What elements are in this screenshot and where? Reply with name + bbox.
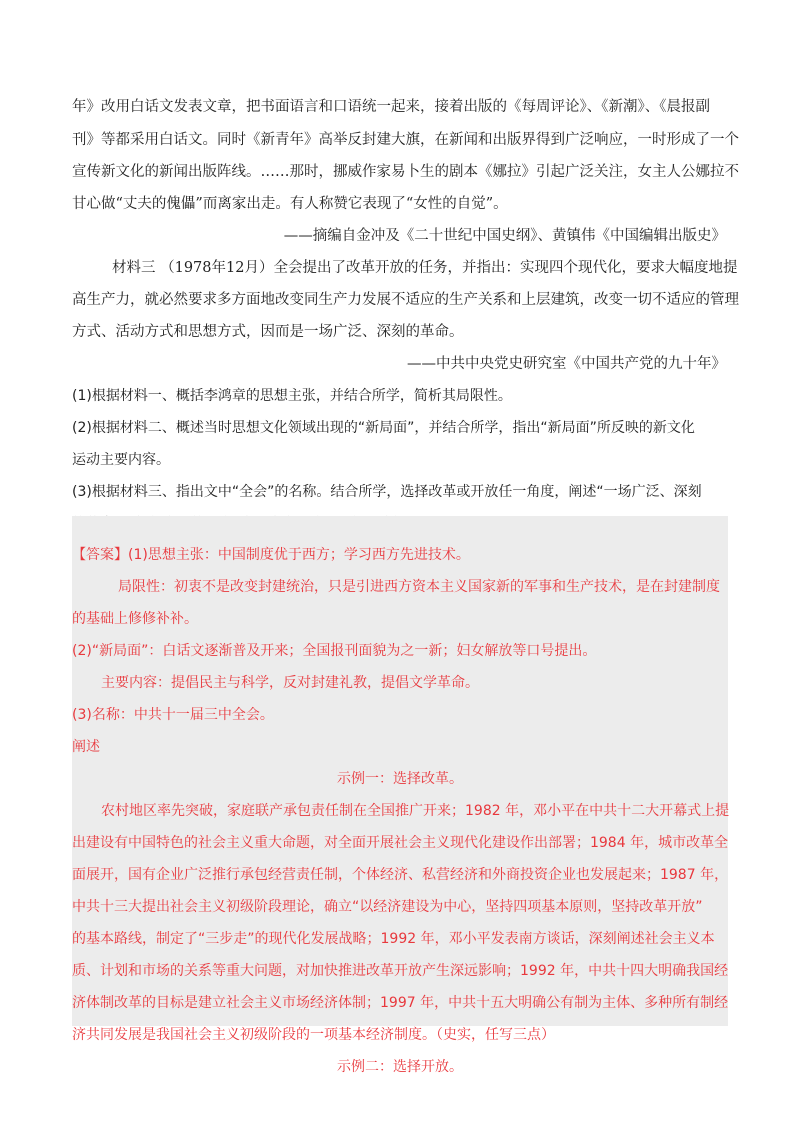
material2-line-1: 年》改用白话文发表文章，把书面语言和口语统一起来，接着出版的《每周评论》、《新潮》、《晨报副 xyxy=(72,99,710,115)
material3-line-2: 高生产力，就必然要求多方面地改变同生产力发展不适应的生产关系和上层建筑，改变一切不适应的管理 xyxy=(72,292,739,308)
elaborate-label: 阐述 xyxy=(72,739,100,755)
answer-3: (3)名称：中共十一届三中全会。 xyxy=(72,707,274,723)
question-2-line-1: (2)根据材料二、概述当时思想文化领域出现的“新局面”，并结合所学，指出“新局面”所反映的新文化 xyxy=(72,420,695,436)
example-1-title: 示例一：选择改革。 xyxy=(337,771,463,787)
example-2-title: 示例二：选择开放。 xyxy=(337,1059,463,1075)
answer-2: (2)“新局面”：白话文逐渐普及开来；全国报刊面貌为之一新；妇女解放等口号提出。 xyxy=(72,643,597,659)
material2-line-4: 甘心做“丈夫的傀儡”而离家出走。有人称赞它表现了“女性的自觉”。 xyxy=(72,196,508,212)
example-1-line-6: 质、计划和市场的关系等重大问题，对加快推进改革开放产生深远影响；1992 年，中共十四大明确我国经 xyxy=(72,963,729,979)
material2-line-3: 宣传新文化的新闻出版阵线。……那时，挪威作家易卜生的剧本《娜拉》引起广泛关注，女主人公娜拉不 xyxy=(72,164,739,180)
material3-line-3: 方式、活动方式和思想方式，因而是一场广泛、深刻的革命。 xyxy=(72,324,464,340)
answer-tag: 【答案】 xyxy=(72,547,128,563)
material3-line-1: 材料三 （1978年12月）全会提出了改革开放的任务，并指出：实现四个现代化，要求大幅度地提 xyxy=(112,260,738,276)
example-1-line-3: 面展开，国有企业广泛推行承包经营责任制，个体经济、私营经济和外商投资企业也发展起来；1987 年， xyxy=(72,867,729,883)
material2-source: ——摘编自金冲及《二十世纪中国史纲》、黄镇伟《中国编辑出版史》 xyxy=(283,228,726,244)
answer-1 xyxy=(72,545,732,565)
answer-1-limit-line-2: 的基础上修修补补。 xyxy=(72,611,198,627)
example-1-line-2: 出建设有中国特色的社会主义重大命题，对全面开展社会主义现代化建设作出部署；1984 年，城市改革全 xyxy=(72,835,729,851)
answer-2-content: 主要内容：提倡民主与科学，反对封建礼教，提倡文学革命。 xyxy=(101,675,479,691)
answer-1-limit-line-1: 局限性：初衷不是改变封建统治，只是引进西方资本主义国家新的军事和生产技术，是在封建制度 xyxy=(118,579,720,595)
question-2-line-2: 运动主要内容。 xyxy=(72,452,170,468)
example-1-line-4: 中共十三大提出社会主义初级阶段理论，确立“以经济建设为中心，坚持四项基本原则，坚持改革开放” xyxy=(72,899,703,915)
example-1-line-7: 济体制改革的目标是建立社会主义市场经济体制；1997 年，中共十五大明确公有制为主体、多种所有制经 xyxy=(72,995,729,1011)
example-1-line-8: 济共同发展是我国社会主义初级阶段的一项基本经济制度。（史实，任写三点） xyxy=(72,1027,555,1043)
question-3-line-1: (3)根据材料三、指出文中“全会”的名称。结合所学，选择改革或开放任一角度，阐述“一场广泛、深刻 xyxy=(72,484,702,500)
question-1: (1)根据材料一、概括李鸿章的思想主张，并结合所学，简析其局限性。 xyxy=(72,388,512,404)
material3-source: ——中共中央党史研究室《中国共产党的九十年》 xyxy=(407,356,726,372)
material2-line-2: 刊》等都采用白话文。同时《新青年》高举反封建大旗，在新闻和出版界得到广泛响应，一时形成了一个 xyxy=(72,132,739,148)
example-1-line-1: 农村地区率先突破，家庭联产承包责任制在全国推广开来；1982 年，邓小平在中共十二大开幕式上提 xyxy=(101,803,730,819)
answer-1-text: (1)思想主张：中国制度优于西方；学习西方先进技术。 xyxy=(128,547,470,563)
example-1-line-5: 的基本路线，制定了“三步走”的现代化发展战略；1992 年，邓小平发表南方谈话，深刻阐述社会主义本 xyxy=(72,931,715,947)
